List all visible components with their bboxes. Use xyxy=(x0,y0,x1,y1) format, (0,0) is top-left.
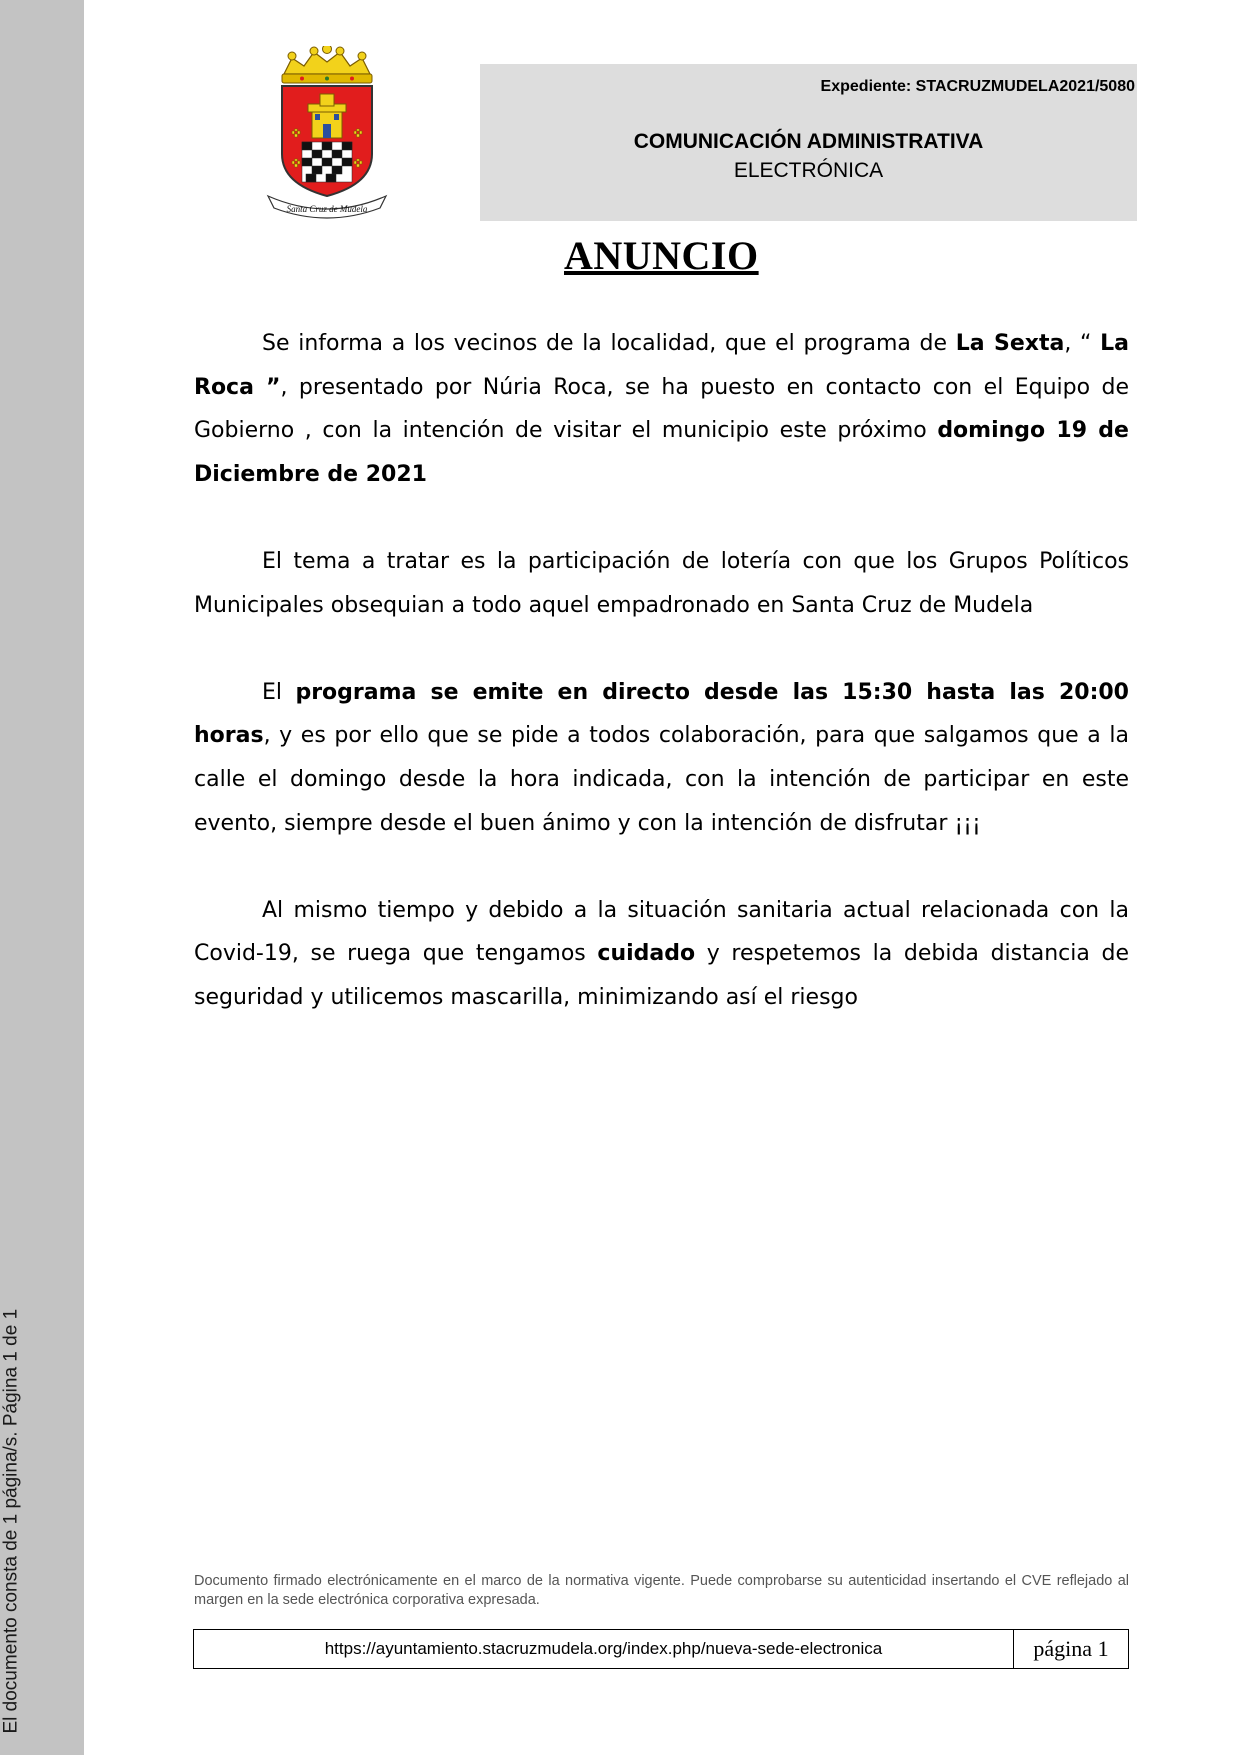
coat-of-arms-logo xyxy=(262,46,392,222)
page-title: ANUNCIO xyxy=(564,233,759,278)
paragraph-1: Se informa a los vecinos de la localidad, que el programa de La Sexta, “ La Roca ”, presentado por Núria Roca, se ha puesto en contacto con el Equipo de Gobierno , con la intención de visitar el municipio este próximo domingo 19 de Diciembre de 2021 xyxy=(194,331,1130,487)
footer-url-link[interactable]: https://ayuntamiento.stacruzmudela.org/index.php/nueva-sede-electronica xyxy=(194,1630,1014,1668)
paragraph-3: El programa se emite en directo desde las 15:30 hasta las 20:00 horas, y es por ello que se pide a todos colaboración, para que salgamos que a la calle el domingo desde la hora indicada, con la intención de participar en este evento, siempre desde el buen ánimo y con la intención de disfrutar ¡¡¡ xyxy=(194,679,1129,836)
paragraph-4: Al mismo tiempo y debido a la situación sanitaria actual relacionada con la Covid-19, se ruega que tengamos cuidado y respetemos la debida distancia de seguridad y utilicemos mascarilla, minimizando así el riesgo xyxy=(194,897,1129,1010)
page-count-line: El documento consta de 1 página/s. Página 1 de 1 xyxy=(0,1308,22,1733)
header-box xyxy=(480,64,1137,221)
signature-margin xyxy=(0,0,84,1755)
header-subtitle: ELECTRÓNICA xyxy=(733,159,884,182)
signature-margin-text xyxy=(0,783,86,1733)
paragraph-2: El tema a tratar es la participación de lotería con que los Grupos Políticos Municipales obsequian a todo aquel empadronado en Santa Cruz de Mudela xyxy=(194,548,1129,618)
page-number: página 1 xyxy=(1033,1636,1109,1661)
crown-icon xyxy=(282,46,372,83)
footer-box xyxy=(193,1629,1129,1669)
document-body xyxy=(194,322,1129,1063)
footer-note: Documento firmado electrónicamente en el marco de la normativa vigente. Puede comprobarse su autenticidad insertando el CVE reflejado al margen en la sede electrónica corporativa expresada. xyxy=(194,1573,1129,1608)
crest-motto: Santa Cruz de Mudela xyxy=(286,204,368,214)
header-title: COMUNICACIÓN ADMINISTRATIVA xyxy=(633,130,984,153)
expediente-number: Expediente: STACRUZMUDELA2021/5080 xyxy=(820,78,1135,95)
checkered-band xyxy=(302,142,352,182)
